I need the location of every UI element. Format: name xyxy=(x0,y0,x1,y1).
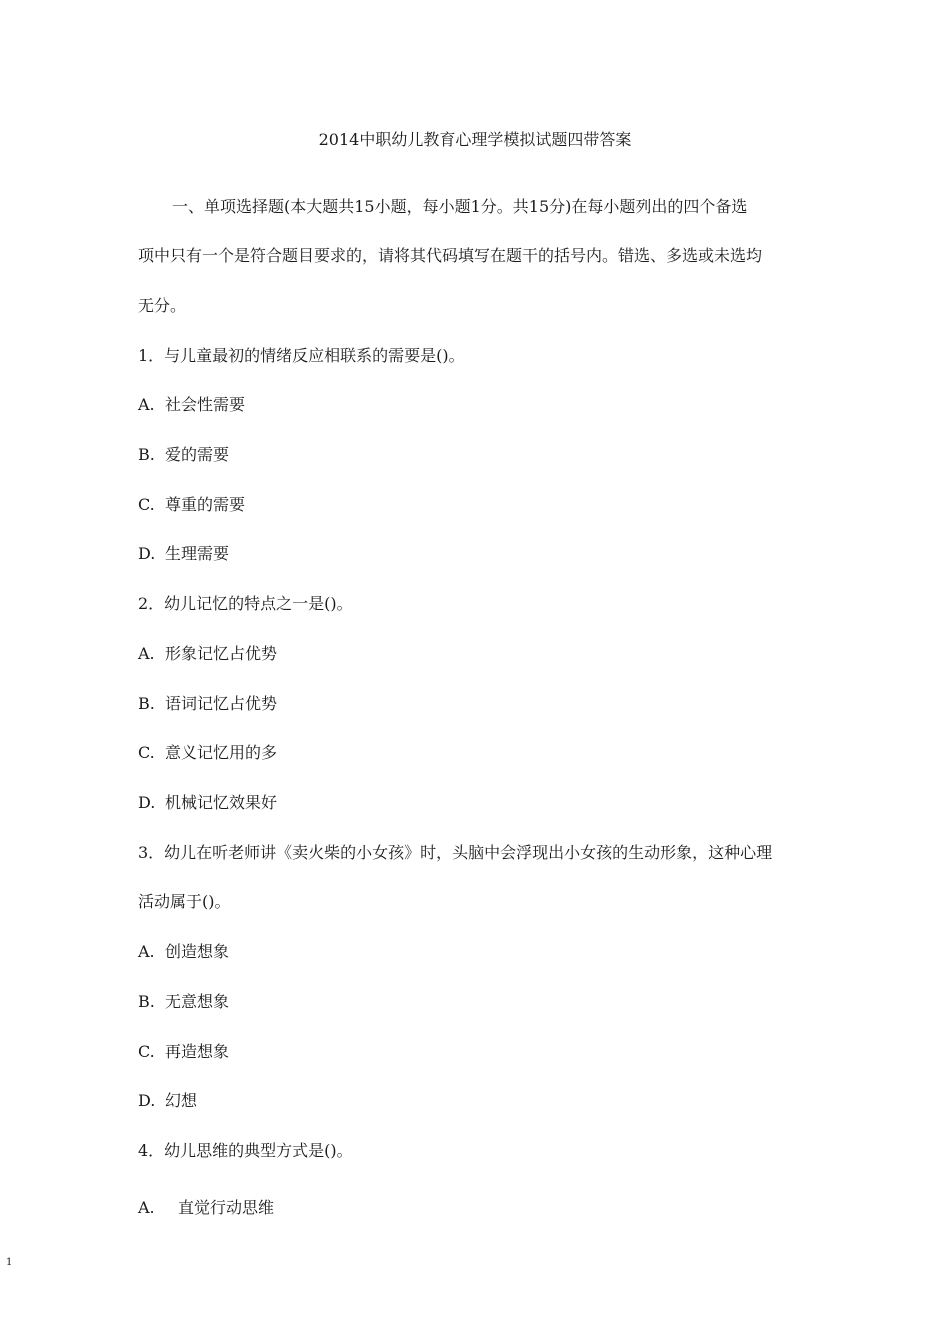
option-text: 直觉行动思维 xyxy=(178,1198,275,1217)
page-number: 1 xyxy=(6,1257,13,1268)
question-3-stem-line-2: 活动属于()。 xyxy=(138,892,231,911)
question-4-option-a xyxy=(138,1196,274,1220)
option-label: B. xyxy=(138,445,155,464)
option-label: A. xyxy=(138,942,155,961)
option-label: A. xyxy=(138,395,155,414)
question-3-option-a xyxy=(138,940,229,964)
question-2-stem: 2．幼儿记忆的特点之一是()。 xyxy=(138,594,353,613)
option-text: 再造想象 xyxy=(165,1042,230,1061)
question-2-option-b xyxy=(138,692,277,716)
question-3-option-d xyxy=(138,1089,197,1113)
option-label: C. xyxy=(138,495,155,514)
question-1-option-b xyxy=(138,443,229,467)
question-3-option-c xyxy=(138,1040,229,1064)
option-label: A. xyxy=(138,1198,155,1217)
option-text: 创造想象 xyxy=(165,942,230,961)
option-label: B. xyxy=(138,694,155,713)
question-3-stem-line-1: 3．幼儿在听老师讲《卖火柴的小女孩》时，头脑中会浮现出小女孩的生动形象，这种心理 xyxy=(138,843,773,862)
section-instructions-line-2: 项中只有一个是符合题目要求的，请将其代码填写在题干的括号内。错选、多选或未选均 xyxy=(138,246,763,265)
option-text: 意义记忆用的多 xyxy=(165,743,278,762)
question-3-option-b xyxy=(138,990,229,1014)
option-label: A. xyxy=(138,644,155,663)
option-text: 形象记忆占优势 xyxy=(165,644,278,663)
question-2-option-c xyxy=(138,741,277,765)
section-instructions-line-3: 无分。 xyxy=(138,296,187,315)
option-text: 语词记忆占优势 xyxy=(165,694,278,713)
question-1-stem: 1．与儿童最初的情绪反应相联系的需要是()。 xyxy=(138,346,465,365)
option-text: 机械记忆效果好 xyxy=(165,793,278,812)
option-text: 无意想象 xyxy=(165,992,230,1011)
option-label: B. xyxy=(138,992,155,1011)
option-label: C. xyxy=(138,743,155,762)
option-label: D. xyxy=(138,544,156,563)
question-1-option-a xyxy=(138,393,245,417)
question-1-option-c xyxy=(138,493,245,517)
document-title: 2014中职幼儿教育心理学模拟试题四带答案 xyxy=(318,130,632,149)
section-instructions-line-1: 一、单项选择题(本大题共15小题，每小题1分。共15分)在每小题列出的四个备选 xyxy=(172,197,748,216)
question-1-option-d xyxy=(138,542,229,566)
option-label: D. xyxy=(138,793,156,812)
option-label: C. xyxy=(138,1042,155,1061)
question-4-stem: 4．幼儿思维的典型方式是()。 xyxy=(138,1141,353,1160)
option-label: D. xyxy=(138,1091,156,1110)
option-text: 生理需要 xyxy=(165,544,230,563)
option-text: 尊重的需要 xyxy=(165,495,246,514)
question-2-option-d xyxy=(138,791,277,815)
question-2-option-a xyxy=(138,642,277,666)
option-text: 社会性需要 xyxy=(165,395,246,414)
option-text: 幻想 xyxy=(165,1091,198,1110)
option-text: 爱的需要 xyxy=(165,445,230,464)
